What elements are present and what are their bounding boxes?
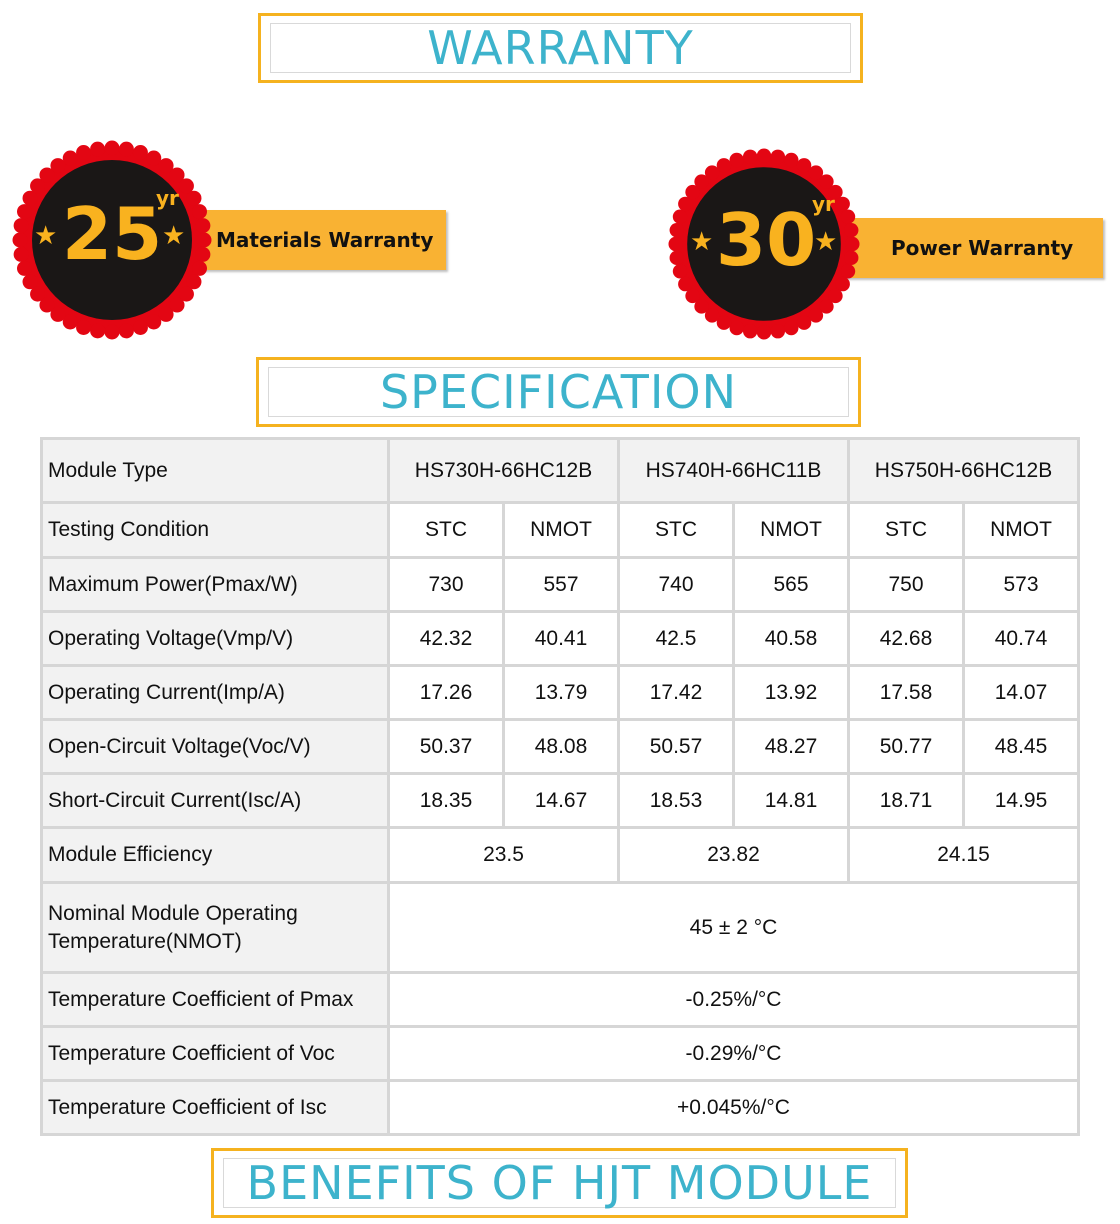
star-icon: ★ — [814, 226, 838, 256]
table-cell: 45 ± 2 °C — [389, 883, 1079, 973]
table-cell: NMOT — [504, 503, 619, 558]
nmot-label: Nominal Module Operating Temperature(NMOT) — [42, 883, 389, 973]
table-cell: 18.53 — [619, 774, 734, 828]
table-cell: 750 — [849, 558, 964, 612]
table-row — [42, 883, 1079, 973]
table-row — [42, 1081, 1079, 1135]
table-cell: STC — [849, 503, 964, 558]
table-cell: 42.68 — [849, 612, 964, 666]
specification-table — [40, 437, 1080, 1136]
testing-condition-label: Testing Condition — [42, 503, 389, 558]
table-cell: 14.81 — [734, 774, 849, 828]
module-type-label: Module Type — [42, 439, 389, 503]
table-cell: 40.58 — [734, 612, 849, 666]
row-label: Maximum Power(Pmax/W) — [42, 558, 389, 612]
specification-heading-text: SPECIFICATION — [379, 365, 737, 419]
model-name: HS730H-66HC12B — [389, 439, 619, 503]
table-cell: 730 — [389, 558, 504, 612]
table-row — [42, 612, 1079, 666]
table-cell: 40.74 — [964, 612, 1079, 666]
table-cell: 42.32 — [389, 612, 504, 666]
star-icon: ★ — [34, 220, 58, 250]
table-cell: 18.71 — [849, 774, 964, 828]
table-cell: -0.29%/°C — [389, 1027, 1079, 1081]
table-cell: 17.42 — [619, 666, 734, 720]
materials-warranty-label: Materials Warranty — [216, 228, 434, 252]
power-warranty-unit: yr — [812, 192, 835, 216]
table-cell: 14.07 — [964, 666, 1079, 720]
star-icon: ★ — [690, 226, 714, 256]
table-cell: -0.25%/°C — [389, 973, 1079, 1027]
row-label: Open-Circuit Voltage(Voc/V) — [42, 720, 389, 774]
table-row — [42, 503, 1079, 558]
power-warranty-badge — [668, 148, 1108, 348]
row-label: Operating Current(Imp/A) — [42, 666, 389, 720]
materials-warranty-unit: yr — [156, 186, 179, 210]
materials-warranty-badge — [12, 140, 452, 340]
star-icon: ★ — [162, 220, 186, 250]
table-cell: 50.37 — [389, 720, 504, 774]
row-label: Temperature Coefficient of Voc — [42, 1027, 389, 1081]
model-name: HS740H-66HC11B — [619, 439, 849, 503]
table-cell: 565 — [734, 558, 849, 612]
table-row — [42, 439, 1079, 503]
table-row — [42, 828, 1079, 883]
power-warranty-label: Power Warranty — [891, 236, 1074, 260]
warranty-heading — [258, 13, 863, 83]
materials-warranty-ribbon — [192, 210, 446, 270]
row-label: Temperature Coefficient of Pmax — [42, 973, 389, 1027]
table-cell: 23.5 — [389, 828, 619, 883]
table-cell: 50.57 — [619, 720, 734, 774]
table-cell: 48.27 — [734, 720, 849, 774]
warranty-heading-text: WARRANTY — [427, 21, 694, 75]
table-row — [42, 666, 1079, 720]
power-warranty-years: 30 — [716, 198, 817, 282]
table-row — [42, 720, 1079, 774]
module-efficiency-label: Module Efficiency — [42, 828, 389, 883]
table-cell: 48.45 — [964, 720, 1079, 774]
table-cell: NMOT — [734, 503, 849, 558]
row-label: Operating Voltage(Vmp/V) — [42, 612, 389, 666]
table-cell: 23.82 — [619, 828, 849, 883]
row-label: Temperature Coefficient of Isc — [42, 1081, 389, 1135]
row-label: Short-Circuit Current(Isc/A) — [42, 774, 389, 828]
table-cell: 42.5 — [619, 612, 734, 666]
table-cell: 573 — [964, 558, 1079, 612]
table-row — [42, 973, 1079, 1027]
specification-heading — [256, 357, 861, 427]
benefits-heading — [211, 1148, 908, 1218]
table-cell: NMOT — [964, 503, 1079, 558]
table-row — [42, 774, 1079, 828]
table-cell: 557 — [504, 558, 619, 612]
table-cell: +0.045%/°C — [389, 1081, 1079, 1135]
table-cell: 13.79 — [504, 666, 619, 720]
table-cell: 17.58 — [849, 666, 964, 720]
table-cell: 13.92 — [734, 666, 849, 720]
model-name: HS750H-66HC12B — [849, 439, 1079, 503]
benefits-heading-text: BENEFITS OF HJT MODULE — [246, 1156, 873, 1210]
table-cell: 14.95 — [964, 774, 1079, 828]
table-cell: 17.26 — [389, 666, 504, 720]
materials-warranty-years: 25 — [62, 192, 163, 276]
table-cell: 14.67 — [504, 774, 619, 828]
table-row — [42, 1027, 1079, 1081]
table-cell: 48.08 — [504, 720, 619, 774]
table-cell: STC — [389, 503, 504, 558]
table-cell: 50.77 — [849, 720, 964, 774]
table-cell: 18.35 — [389, 774, 504, 828]
power-warranty-ribbon — [843, 218, 1103, 278]
table-cell: 740 — [619, 558, 734, 612]
table-row — [42, 558, 1079, 612]
table-cell: 24.15 — [849, 828, 1079, 883]
table-cell: STC — [619, 503, 734, 558]
table-cell: 40.41 — [504, 612, 619, 666]
